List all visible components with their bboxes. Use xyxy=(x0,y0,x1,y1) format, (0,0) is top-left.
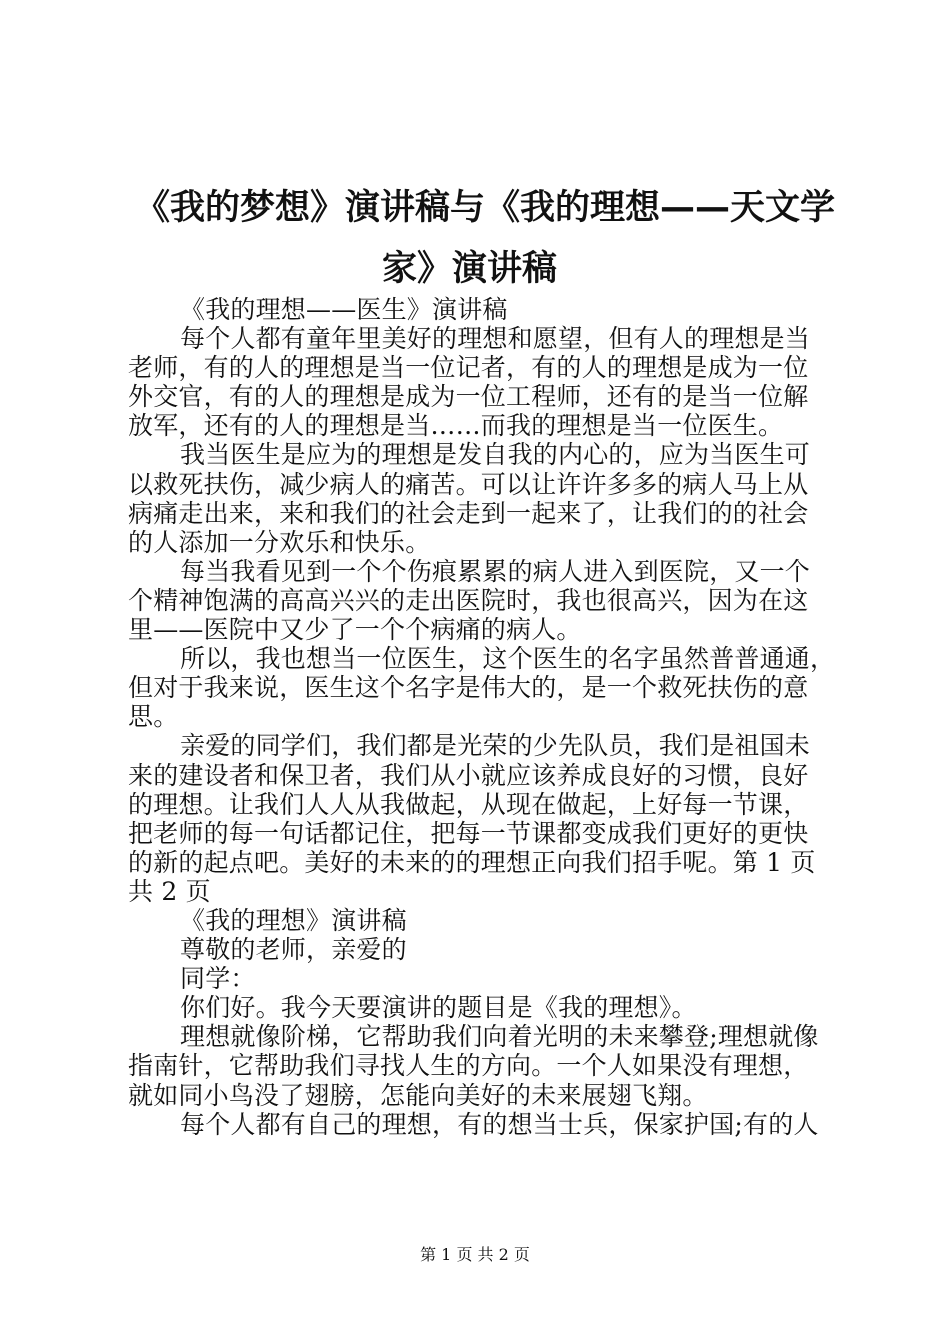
text-line: 的理想。让我们人人从我做起，从现在做起，上好每一节课， xyxy=(128,789,809,819)
text-line: 老师，有的人的理想是当一位记者，有的人的理想是成为一位 xyxy=(128,353,809,383)
text-line: 里——医院中又少了一个个病痛的病人。 xyxy=(128,615,582,645)
text-line: 《我的理想——医生》演讲稿 xyxy=(180,295,508,324)
text-line: 每个人都有自己的理想，有的想当士兵，保家护国;有的人 xyxy=(180,1109,819,1139)
text-line: 来的建设者和保卫者，我们从小就应该养成良好的习惯，良好 xyxy=(128,760,809,790)
text-line: 我当医生是应为的理想是发自我的内心的，应为当医生可 xyxy=(180,440,811,470)
text-line: 理想就像阶梯，它帮助我们向着光明的未来攀登;理想就像 xyxy=(180,1022,819,1052)
text-line: 病痛走出来，来和我们的社会走到一起来了，让我们的的社会 xyxy=(128,498,809,528)
text-line: 尊敬的老师，亲爱的 xyxy=(180,935,407,965)
document-title-line-2: 家》演讲稿 xyxy=(382,249,558,289)
text-line: 同学： xyxy=(180,964,256,994)
text-line: 你们好。我今天要演讲的题目是《我的理想》。 xyxy=(180,993,697,1023)
text-line: 把老师的每一句话都记住，把每一节课都变成我们更好的更快 xyxy=(128,818,809,848)
text-line: 每个人都有童年里美好的理想和愿望，但有人的理想是当 xyxy=(180,324,811,354)
text-line: 亲爱的同学们，我们都是光荣的少先队员，我们是祖国未 xyxy=(180,731,811,761)
page-footer: 第 1 页 共 2 页 xyxy=(420,1245,530,1264)
document-body xyxy=(128,295,836,1139)
text-line: 《我的理想》演讲稿 xyxy=(180,905,407,935)
text-line: 但对于我来说，医生这个名字是伟大的，是一个救死扶伤的意 xyxy=(128,673,809,703)
text-line: 思。 xyxy=(128,702,179,732)
text-line: 每当我看见到一个个伤痕累累的病人进入到医院，又一个 xyxy=(180,556,811,586)
text-line: 以救死扶伤，减少病人的痛苦。可以让许许多多的病人马上从 xyxy=(128,469,809,499)
text-line: 指南针，它帮助我们寻找人生的方向。一个人如果没有理想， xyxy=(128,1051,809,1081)
text-line: 的人添加一分欢乐和快乐。 xyxy=(128,527,431,557)
document-title-line-1: 《我的梦想》演讲稿与《我的理想——天文学 xyxy=(135,188,836,228)
text-line: 共 2 页 xyxy=(128,876,211,906)
text-line: 的新的起点吧。美好的未来的的理想正向我们招手呢。第 1 页 xyxy=(128,847,816,877)
text-line: 外交官，有的人的理想是成为一位工程师，还有的是当一位解 xyxy=(128,382,809,412)
text-line: 就如同小鸟没了翅膀，怎能向美好的未来展翅飞翔。 xyxy=(128,1080,708,1110)
text-line: 所以，我也想当一位医生，这个医生的名字虽然普普通通， xyxy=(180,644,836,674)
text-line: 个精神饱满的高高兴兴的走出医院时，我也很高兴，因为在这 xyxy=(128,585,809,615)
text-line: 放军，还有的人的理想是当……而我的理想是当一位医生。 xyxy=(128,411,784,441)
